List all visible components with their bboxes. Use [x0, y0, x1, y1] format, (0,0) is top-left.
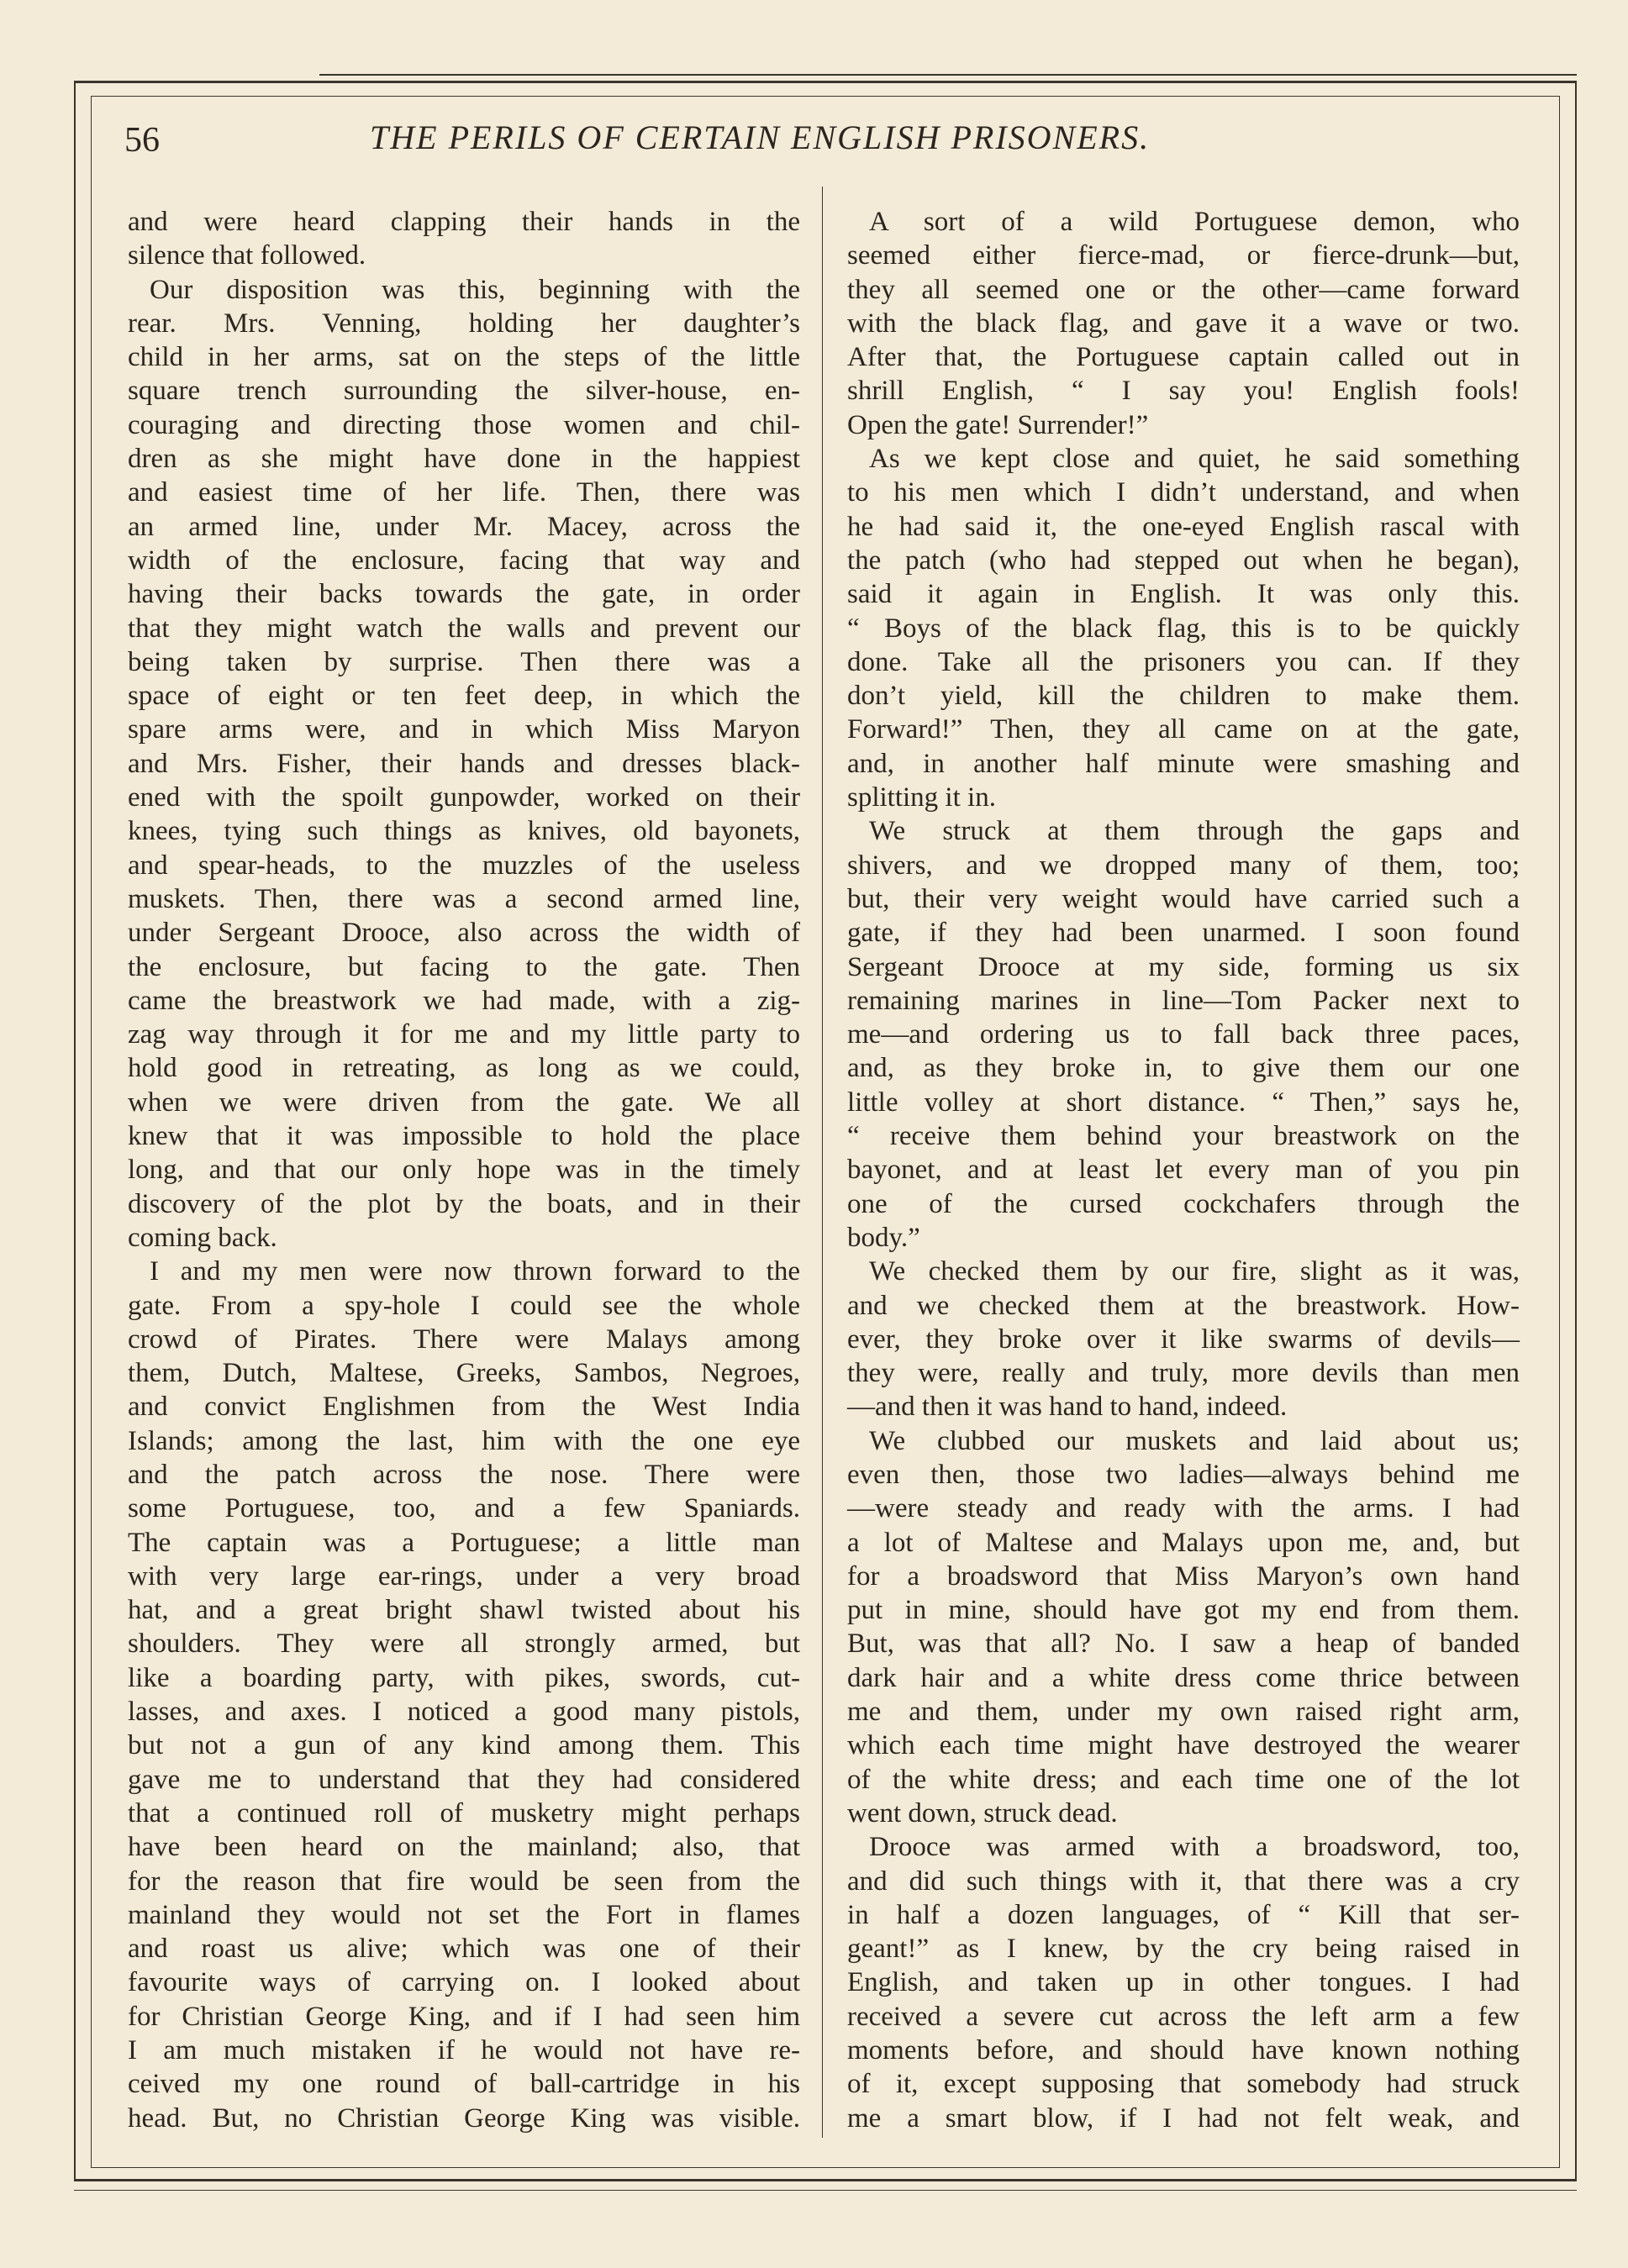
text-line: have been heard on the mainland; also, that	[128, 1832, 800, 1863]
text-line: spare arms were, and in which Miss Maryon	[128, 714, 800, 745]
text-line: for a broadsword that Miss Maryon’s own hand	[847, 1560, 1520, 1592]
text-line: like a boarding party, with pikes, swords, cut-	[128, 1662, 800, 1693]
text-line: one of the cursed cockchafers through the	[847, 1188, 1520, 1219]
text-line: Forward!” Then, they all came on at the gate,	[847, 714, 1520, 745]
text-line: they were, really and truly, more devils than men	[847, 1358, 1520, 1389]
text-line: he had said it, the one-eyed English rascal with	[847, 511, 1520, 542]
text-line: seemed either fierce-mad, or fierce-drunk—but,	[847, 240, 1520, 271]
text-line: —and then it was hand to hand, indeed.	[847, 1392, 1288, 1423]
text-line: rear. Mrs. Venning, holding her daughter’s	[128, 308, 800, 339]
text-line: for Christian George King, and if I had seen him	[128, 2001, 800, 2032]
text-line: Sergeant Drooce at my side, forming us six	[847, 951, 1520, 982]
text-line: The captain was a Portuguese; a little man	[128, 1527, 800, 1558]
text-line: received a severe cut across the left arm a few	[847, 2001, 1520, 2032]
text-line: couraging and directing those women and chil-	[128, 409, 800, 440]
text-line: shivers, and we dropped many of them, too;	[847, 850, 1520, 881]
text-line: After that, the Portuguese captain called out in	[847, 342, 1520, 373]
text-line: being taken by surprise. Then there was a	[128, 646, 800, 677]
text-line: me and them, under my own raised right arm,	[847, 1697, 1520, 1728]
text-line: shrill English, “ I say you! English fools!	[847, 376, 1520, 407]
text-line: me—and ordering us to fall back three paces,	[847, 1019, 1520, 1050]
text-line: me a smart blow, if I had not felt weak, and	[847, 2102, 1520, 2134]
text-line: Open the gate! Surrender!”	[847, 409, 1149, 440]
text-line: and did such things with it, that there was a cry	[847, 1865, 1520, 1897]
text-line: ever, they broke over it like swarms of devils—	[847, 1323, 1520, 1355]
text-line: English, and taken up in other tongues. I had	[847, 1967, 1520, 1998]
text-line: splitting it in.	[847, 782, 996, 813]
text-line: them, Dutch, Maltese, Greeks, Sambos, Negroes,	[128, 1358, 800, 1389]
column-divider	[822, 187, 823, 2138]
text-line: the patch (who had stepped out when he began),	[847, 545, 1520, 576]
text-line: square trench surrounding the silver-house, en-	[128, 376, 800, 407]
text-line: and, in another half minute were smashing and	[847, 748, 1520, 779]
text-line: —were steady and ready with the arms. I had	[847, 1493, 1520, 1524]
text-line: ceived my one round of ball-cartridge in his	[128, 2069, 800, 2100]
text-line: I am much mistaken if he would not have re-	[128, 2035, 800, 2066]
text-line: and easiest time of her life. Then, there was	[128, 477, 800, 508]
text-line: a lot of Maltese and Malays upon me, and, but	[847, 1527, 1520, 1558]
text-line: to his men which I didn’t understand, and when	[847, 477, 1520, 508]
text-line: but not a gun of any kind among them. This	[128, 1730, 800, 1761]
text-line: favourite ways of carrying on. I looked about	[128, 1967, 800, 1998]
text-line: in half a dozen languages, of “ Kill that ser-	[847, 1899, 1520, 1930]
right-column	[847, 205, 1520, 2135]
text-line: an armed line, under Mr. Macey, across the	[128, 511, 800, 542]
text-line: “ Boys of the black flag, this is to be quickly	[847, 613, 1520, 644]
text-line: A sort of a wild Portuguese demon, who	[869, 207, 1520, 237]
text-line: As we kept close and quiet, he said something	[869, 444, 1520, 475]
text-line: and we checked them at the breastwork. How-	[847, 1290, 1520, 1321]
text-line: dren as she might have done in the happiest	[128, 444, 800, 475]
text-line: Islands; among the last, him with the one eye	[128, 1425, 800, 1456]
text-line: knees, tying such things as knives, old bayonets,	[128, 816, 800, 847]
text-line: bayonet, and at least let every man of you pin	[847, 1155, 1520, 1186]
text-line: “ receive them behind your breastwork on the	[847, 1121, 1520, 1152]
text-line: put in mine, should have got my end from them.	[847, 1595, 1520, 1626]
text-line: and, as they broke in, to give them our one	[847, 1053, 1520, 1084]
text-line: We struck at them through the gaps and	[869, 816, 1520, 847]
text-line: that a continued roll of musketry might perhaps	[128, 1797, 800, 1829]
text-line: geant!” as I knew, by the cry being raised in	[847, 1934, 1520, 1965]
text-line: zag way through it for me and my little party to	[128, 1019, 800, 1050]
text-line: and spear-heads, to the muzzles of the useless	[128, 850, 800, 881]
text-line: said it again in English. It was only this.	[847, 579, 1520, 610]
text-line: gate, if they had been unarmed. I soon found	[847, 918, 1520, 949]
text-line: with the black flag, and gave it a wave or two.	[847, 308, 1520, 339]
text-line: and convict Englishmen from the West India	[128, 1392, 800, 1423]
text-line: that they might watch the walls and prevent our	[128, 613, 800, 644]
text-line: little volley at short distance. “ Then,” says he,	[847, 1087, 1520, 1118]
text-line: We clubbed our muskets and laid about us;	[869, 1425, 1520, 1456]
text-line: I and my men were now thrown forward to the	[150, 1256, 800, 1287]
text-line: Drooce was armed with a broadsword, too,	[869, 1832, 1520, 1863]
text-line: done. Take all the prisoners you can. If they	[847, 646, 1520, 677]
text-line: discovery of the plot by the boats, and in their	[128, 1188, 800, 1219]
text-line: went down, struck dead.	[847, 1797, 1118, 1829]
text-line: mainland they would not set the Fort in flames	[128, 1899, 800, 1930]
bottom-rule	[74, 2190, 1577, 2191]
text-line: lasses, and axes. I noticed a good many pistols,	[128, 1697, 800, 1728]
text-line: of the white dress; and each time one of the lot	[847, 1764, 1520, 1795]
running-head: THE PERILS OF CERTAIN ENGLISH PRISONERS.	[370, 118, 1151, 156]
text-line: with very large ear-rings, under a very broad	[128, 1560, 800, 1592]
text-line: But, was that all? No. I saw a heap of banded	[847, 1629, 1520, 1660]
text-line: remaining marines in line—Tom Packer next to	[847, 985, 1520, 1016]
text-line: dark hair and a white dress come thrice between	[847, 1662, 1520, 1693]
text-line: and the patch across the nose. There were	[128, 1459, 800, 1490]
text-line: shoulders. They were all strongly armed, but	[128, 1629, 800, 1660]
text-line: hat, and a great bright shawl twisted about his	[128, 1595, 800, 1626]
text-line: they all seemed one or the other—came forward	[847, 274, 1520, 305]
text-line: We checked them by our fire, slight as it was,	[869, 1256, 1520, 1287]
text-line: crowd of Pirates. There were Malays among	[128, 1323, 800, 1355]
text-line: of it, except supposing that somebody had struck	[847, 2069, 1520, 2100]
text-line: head. But, no Christian George King was visible.	[128, 2102, 800, 2134]
text-line: hold good in retreating, as long as we could,	[128, 1053, 800, 1084]
text-line: the enclosure, but facing to the gate. Then	[128, 951, 800, 982]
text-line: came the breastwork we had made, with a zig-	[128, 985, 800, 1016]
text-line: ened with the spoilt gunpowder, worked on their	[128, 782, 800, 813]
text-line: muskets. Then, there was a second armed line,	[128, 883, 800, 914]
text-line: and were heard clapping their hands in the	[128, 207, 800, 237]
text-line: silence that followed.	[128, 240, 366, 271]
text-line: under Sergeant Drooce, also across the width of	[128, 918, 800, 949]
text-line: for the reason that fire would be seen from the	[128, 1865, 800, 1897]
text-line: gave me to understand that they had considered	[128, 1764, 800, 1795]
page-number: 56	[124, 121, 160, 160]
text-line: width of the enclosure, facing that way and	[128, 545, 800, 576]
text-line: space of eight or ten feet deep, in which the	[128, 681, 800, 712]
text-line: which each time might have destroyed the wearer	[847, 1730, 1520, 1761]
text-line: and Mrs. Fisher, their hands and dresses black-	[128, 748, 800, 779]
text-line: when we were driven from the gate. We all	[128, 1087, 800, 1118]
text-line: gate. From a spy-hole I could see the whole	[128, 1290, 800, 1321]
text-line: moments before, and should have known nothing	[847, 2035, 1520, 2066]
text-line: long, and that our only hope was in the timely	[128, 1155, 800, 1186]
top-rule	[319, 74, 1577, 76]
text-line: child in her arms, sat on the steps of the little	[128, 342, 800, 373]
text-line: Our disposition was this, beginning with the	[150, 274, 800, 305]
text-line: having their backs towards the gate, in order	[128, 579, 800, 610]
text-line: but, their very weight would have carried such a	[847, 883, 1520, 914]
text-line: even then, those two ladies—always behind me	[847, 1459, 1520, 1490]
text-line: don’t yield, kill the children to make them.	[847, 681, 1520, 712]
left-column	[128, 205, 800, 2135]
text-line: some Portuguese, too, and a few Spaniards.	[128, 1493, 800, 1524]
text-line: knew that it was impossible to hold the place	[128, 1121, 800, 1152]
text-line: and roast us alive; which was one of their	[128, 1934, 800, 1965]
text-line: coming back.	[128, 1222, 277, 1253]
text-line: body.”	[847, 1222, 920, 1253]
